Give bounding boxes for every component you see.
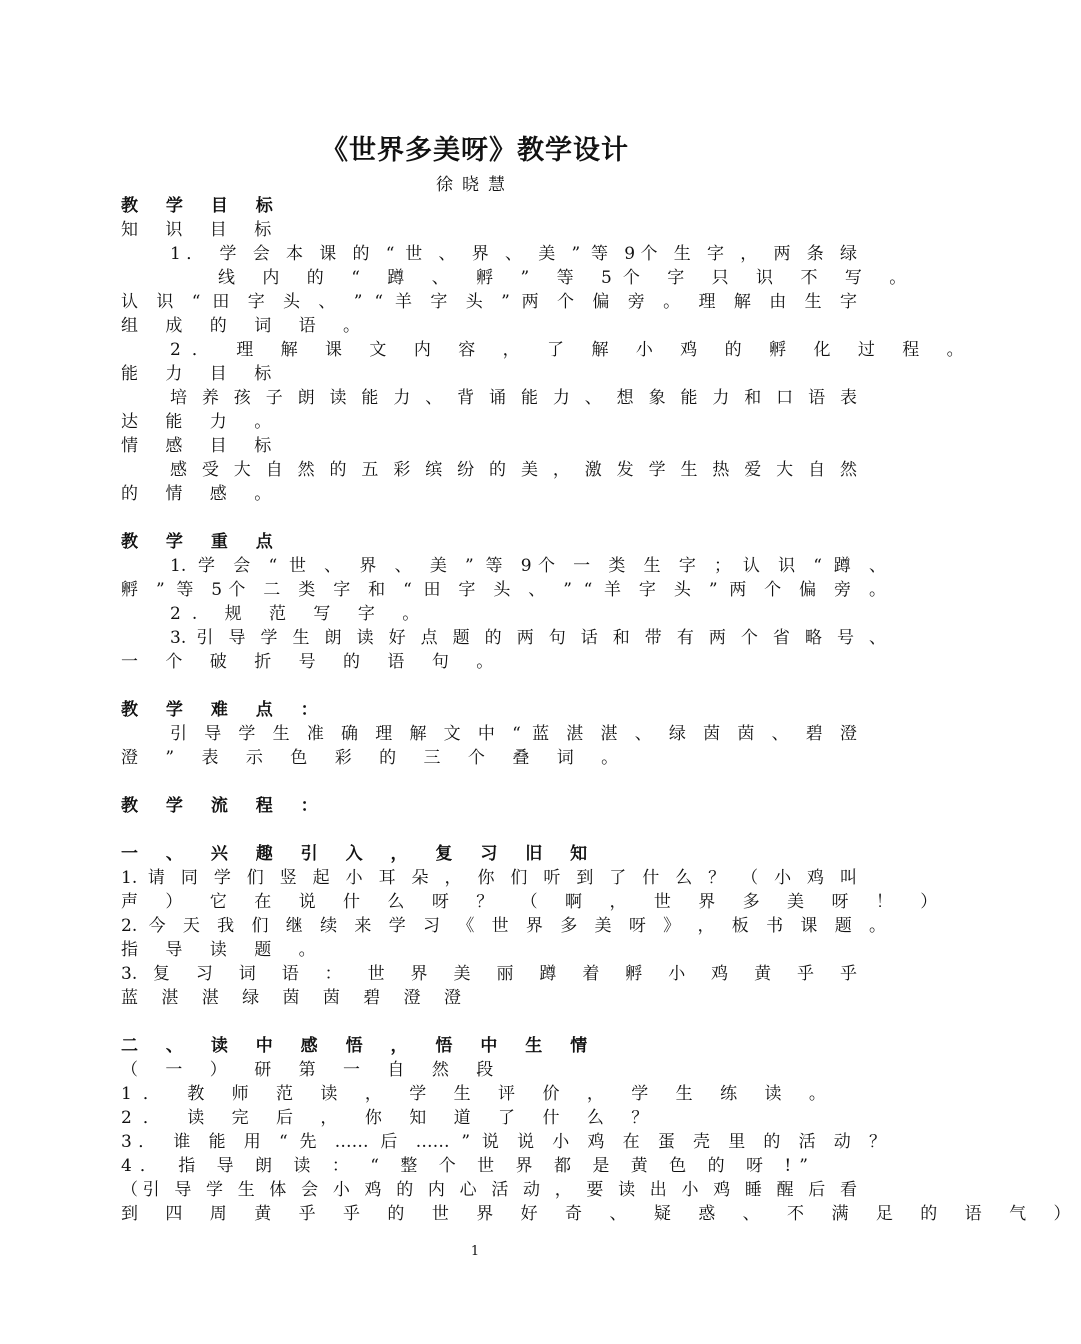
text-line: 3. 引 导 学 生 朗 读 好 点 题 的 两 句 话 和 带 有 两 个 省 略 号 、 — [170, 628, 886, 648]
text-line: 3． 谁 能 用 “ 先 …… 后 …… ” 说 说 小 鸡 在 蛋 壳 里 的 活 动 ？ — [121, 1132, 886, 1152]
heading-difficulties: 教 学 难 点 ： — [121, 700, 329, 720]
heading-teaching-goals: 教 学 目 标 — [121, 196, 284, 216]
text-line: 蓝 湛 湛 绿 茵 茵 碧 澄 澄 — [121, 988, 461, 1008]
text-line: 组 成 的 词 语 。 — [121, 316, 372, 336]
subheading-knowledge-goals: 知 识 目 标 — [121, 220, 283, 240]
subheading-ability-goals: 能 力 目 标 — [121, 364, 283, 384]
author-name: 徐晓慧 — [436, 175, 514, 195]
heading-section-one: 一 、 兴 趣 引 入 ， 复 习 旧 知 — [121, 844, 599, 864]
text-line: 1． 教 师 范 读 ， 学 生 评 价 ， 学 生 练 读 。 — [121, 1084, 837, 1104]
text-line: 孵 ” 等 5个 二 类 字 和 “ 田 字 头 、 ” “ 羊 字 头 ” 两 个 偏 旁 。 — [121, 580, 886, 600]
text-line: 1． 学 会 本 课 的 “ 世 、 界 、 美 ” 等 9个 生 字 ， 两 条 绿 — [170, 244, 857, 264]
heading-key-points: 教 学 重 点 — [121, 532, 284, 552]
heading-teaching-process: 教 学 流 程 ： — [121, 796, 329, 816]
text-line: 澄 ” 表 示 色 彩 的 三 个 叠 词 。 — [121, 748, 630, 768]
text-line: 3. 复 习 词 语 ： 世 界 美 丽 蹲 着 孵 小 鸡 黄 乎 乎 — [121, 964, 857, 984]
text-line: 达 能 力 。 — [121, 412, 283, 432]
text-line: 声 ） 它 在 说 什 么 呀 ？ （ 啊 ， 世 界 多 美 呀 ！ ） — [121, 892, 949, 912]
text-line: 的 情 感 。 — [121, 484, 283, 504]
text-line: 1. 学 会 “ 世 、 界 、 美 ” 等 9个 一 类 生 字 ； 认 识 “ 蹲 、 — [170, 556, 886, 576]
text-line: 培 养 孩 子 朗 读 能 力 、 背 诵 能 力 、 想 象 能 力 和 口 语 表 — [170, 388, 857, 408]
text-line: 指 导 读 题 。 — [121, 940, 327, 960]
text-line: 线 内 的 “ 蹲 、 孵 ” 等 5个 字 只 识 不 写 。 — [218, 268, 918, 288]
heading-section-two: 二 、 读 中 感 悟 ， 悟 中 生 情 — [121, 1036, 599, 1056]
text-line: 感 受 大 自 然 的 五 彩 缤 纷 的 美 ， 激 发 学 生 热 爱 大 自 然 — [170, 460, 857, 480]
text-line: 2. 规 范 写 字 。 — [170, 604, 431, 624]
text-line: 2． 读 完 后 ， 你 知 道 了 什 么 ？ — [121, 1108, 660, 1128]
text-line: 引 导 学 生 准 确 理 解 文 中 “ 蓝 湛 湛 、 绿 茵 茵 、 碧 澄 — [170, 724, 857, 744]
text-line: 到 四 周 黄 乎 乎 的 世 界 好 奇 、 疑 惑 、 不 满 足 的 语 气 ） — [121, 1204, 1081, 1224]
text-line: 一 个 破 折 号 的 语 句 。 — [121, 652, 505, 672]
text-line: 认 识 “ 田 字 头 、 ” “ 羊 字 头 ” 两 个 偏 旁 。 理 解 由 生 字 — [121, 292, 857, 312]
text-line: 2. 今 天 我 们 继 续 来 学 习 《 世 界 多 美 呀 》 ， 板 书 课 题 。 — [121, 916, 886, 936]
subheading-emotion-goals: 情 感 目 标 — [121, 436, 283, 456]
page-number: 1 — [470, 1244, 480, 1259]
subheading-paragraph-one: （ 一 ） 研 第 一 自 然 段 — [121, 1060, 505, 1080]
document-title: 《世界多美呀》教学设计 — [321, 135, 629, 166]
text-line: （引 导 学 生 体 会 小 鸡 的 内 心 活 动 ， 要 读 出 小 鸡 睡 醒 后 看 — [121, 1180, 857, 1200]
text-line: 1. 请 同 学 们 竖 起 小 耳 朵 ， 你 们 听 到 了 什 么 ？ （ 小 鸡 叫 — [121, 868, 857, 888]
text-line: 4． 指 导 朗 读 ： “ 整 个 世 界 都 是 黄 色 的 呀 !” — [121, 1156, 816, 1176]
text-line: 2． 理 解 课 文 内 容 ， 了 解 小 鸡 的 孵 化 过 程 。 — [170, 340, 975, 360]
